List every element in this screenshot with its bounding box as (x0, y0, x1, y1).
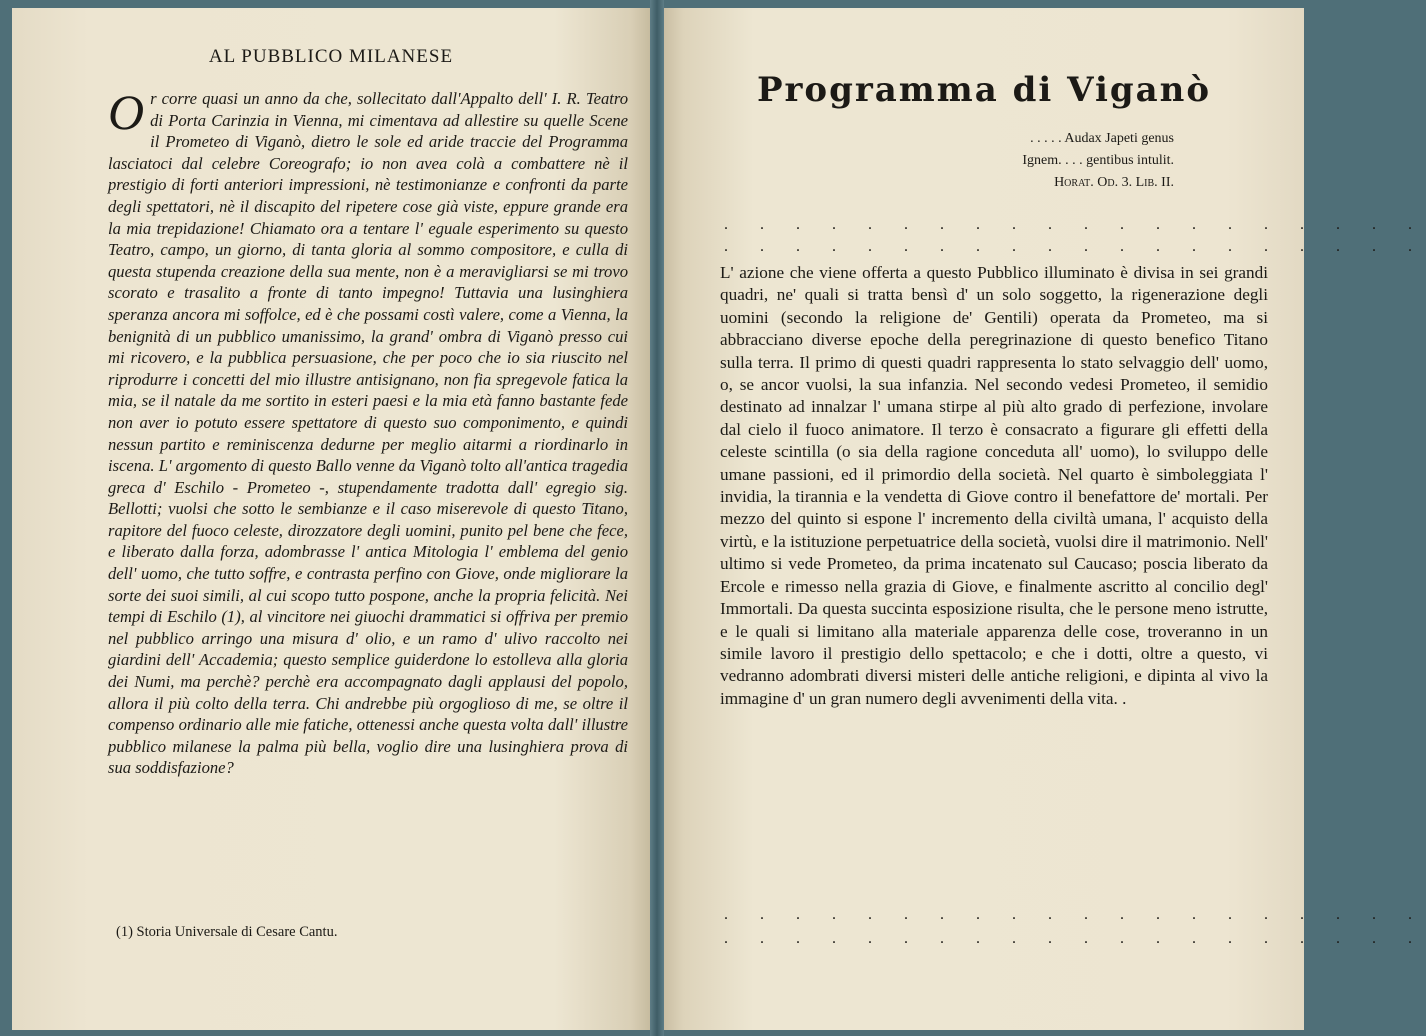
left-page (12, 8, 650, 1030)
book-gutter (650, 0, 664, 1036)
drop-cap: O (108, 84, 145, 140)
left-page-body (108, 84, 628, 779)
epigraph-line-1: . . . . . Audax Japeti genus (1030, 131, 1174, 146)
left-page-title: AL PUBBLICO MILANESE (208, 46, 454, 67)
right-page-body: L' azione che viene offerta a questo Pubblico illuminato è divisa in sei grandi quadri, ne' quali si tratta bensì d' un solo soggetto, la rigenerazione degli uomini (secondo la religione de' Gentili) operata da Prometeo, ma si abbracciano diverse epoche della peregrinazione di questo benefico Titano sulla terra. Il primo di questi quadri rappresenta lo stato selvaggio dell' uomo, o, se ancor vuolsi, la sua infanzia. Nel secondo vedesi Prometeo, il semidio destinato ad innalzar l' umana stirpe al più alto grado di perfezione, involare dal cielo il fuoco animatore. Il terzo è consacrato a figurare gli effetti della celeste scintilla (o sia della ragione conceduta all' uomo), lo sviluppo delle umane passioni, ed il primordio della società. Nel quarto è simboleggiata l' invidia, la tirannia e la vendetta di Giove contro il benefattore de' mortali. Per mezzo del quinto si espone l' incremento della civiltà umana, l' acquisto della virtù, e la istituzione perpetuatrice della società, vuolsi dire il matrimonio. Nell' ultimo si vede Prometeo, da prima incatenato sul Caucaso; poscia liberato da Ercole e rimesso nella grazia di Giove, e finalmente ascritto al concilio degl' Immortali. Da questa succinta esposizione risulta, che le persone meno istrutte, e le quali si limitano alla materiale apparenza delle cose, troveranno in un simile lavoro il prestigio dello spettacolo; e che i dotti, oltre a questo, vi vedranno adombrati diversi misteri delle antiche religioni, e dipinta al vivo la immagine d' un gran numero degli avvenimenti della vita. . (720, 263, 1268, 708)
dotted-rule-top-1: . . . . . . . . . . . . . . . . . . . . (724, 216, 1426, 233)
dotted-rule-bottom-2: . . . . . . . . . . . . . . . . . . . . (724, 930, 1426, 947)
epigraph-attribution: Horat. Od. 3. Lib. II. (1054, 175, 1174, 190)
dotted-rule-top-2: . . . . . . . . . . . . . . . . . . . . (724, 238, 1426, 255)
right-page-title: Programma di Viganò (756, 70, 1212, 110)
right-page (664, 8, 1426, 1030)
epigraph-line-2: Ignem. . . . gentibus intulit. (1022, 153, 1174, 168)
left-page-text: r corre quasi un anno da che, sollecitato dall'Appalto dell' I. R. Teatro di Porta Carinzia in Vienna, mi cimentava ad allestire su quelle Scene il Prometeo di Viganò, dietro le sole ed aride traccie del Programma lasciatoci dal celebre Coreografo; io non avea colà a combattere nè il prestigio di forti anteriori impressioni, nè testimonianze e confronti da parte degli spettatori, nè il discapito del ripetere cose già viste, eppure grande era la mia trepidazione! Chiamato ora a tentare l' eguale esperimento su questo Teatro, campo, un giorno, di tanta gloria al sommo compositore, e culla di questa stupenda creazione della sua mente, non è a meravigliarsi se mi trovo scorato e trasalito a fronte di tanto impegno! Tuttavia una lusinghiera speranza ancora mi soffolce, ed è che possami costì valere, come a Vienna, la benignità di un pubblico umanissimo, la grand' ombra di Viganò presso cui mi ricovero, e la pubblica persuasione, che per poco che io sia riuscito nel riprodurre i concetti del mio illustre antisignano, non fia spregevole fatica la mia, se il natale da me sortito in esteri paesi e la mia età fanno bastante fede non aver io potuto essere spettatore di questo suo componimento, e quindi nessun partito e reminiscenza dedurne per meglio aitarmi a riordinarlo in iscena. L' argomento di questo Ballo venne da Viganò tolto all'antica tragedia greca d' Eschilo - Prometeo -, stupendamente tradotta dall' egregio sig. Bellotti; vuolsi che sotto le sembianze e il caso miserevole di questo Titano, rapitore del fuoco celeste, dirozzatore degli uomini, punito pel bene che fece, e liberato dalla forza, adombrasse l' antica Mitologia l' emblema del genio dell' uomo, che tutto soffre, e contrasta perfino con Giove, onde migliorare la sorte dei suoi simili, al cui scopo tutto pospone, anche la propria felicità. Nei tempi di Eschilo (1), al vincitore nei giuochi drammatici si offriva per premio nel pubblico arringo una misura d' olio, e un ramo d' ulivo raccolto nei giardini dell' Accademia; questo semplice guiderdone lo estolleva alla gloria dei Numi, ma perchè? perchè era accompagnato dagli applausi del popolo, allora il più colto della terra. Chi andrebbe più orgoglioso di me, se oltre il compenso ordinario alle mie fatiche, ottenessi anche questa volta dall' illustre pubblico milanese la palma più bella, voglio dire una lusinghiera prova di sua soddisfazione? (108, 89, 628, 778)
epigraph (1022, 128, 1174, 194)
footnote: (1) Storia Universale di Cesare Cantu. (116, 924, 338, 940)
dotted-rule-bottom-1: . . . . . . . . . . . . . . . . . . . . (724, 906, 1426, 923)
